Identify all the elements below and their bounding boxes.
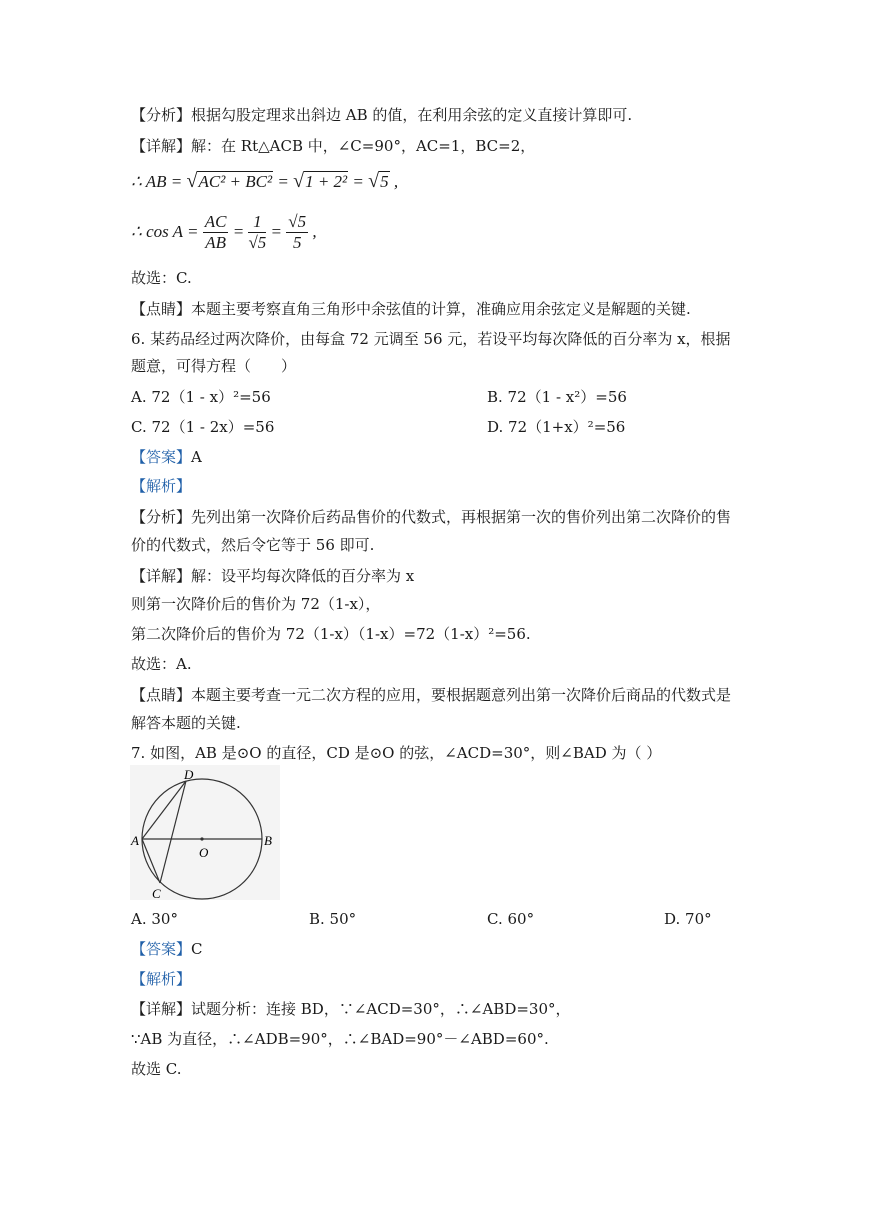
label-b: B bbox=[264, 833, 272, 848]
analysis-text: 根据勾股定理求出斜边 AB 的值，在利用余弦的定义直接计算即可. bbox=[191, 106, 633, 124]
q7-detail-line1 bbox=[131, 999, 571, 1019]
q6-analysis-line2: 价的代数式，然后令它等于 56 即可. bbox=[131, 536, 375, 554]
center-point bbox=[200, 837, 203, 840]
fraction-root5-5: $\frac{√5}{5}$ bbox=[288, 211, 307, 252]
q6-stem-line1: 6. 某药品经过两次降价，由每盒 72 元调至 56 元，若设平均每次降低的百分率为 x，根据 bbox=[131, 330, 731, 348]
detail-text: 解：设平均每次降低的百分率为 x bbox=[191, 567, 415, 585]
q7-option-d: D. 70° bbox=[664, 910, 712, 928]
comment-tag: 【点睛】 bbox=[131, 686, 192, 704]
answer-tag: 【答案】 bbox=[131, 940, 192, 958]
q6-choose: 故选：A. bbox=[131, 655, 192, 673]
comment-text: 本题主要考查一元二次方程的应用，要根据题意列出第一次降价后商品的代数式是 bbox=[191, 686, 732, 704]
eq1-prefix: ∴ AB = bbox=[131, 172, 187, 191]
detail-tag: 【详解】 bbox=[131, 137, 192, 155]
answer-value: A bbox=[191, 448, 202, 466]
comment-text: 本题主要考察直角三角形中余弦值的计算，准确应用余弦定义是解题的关键. bbox=[191, 300, 691, 318]
q7-stem: 7. 如图，AB 是⊙O 的直径，CD 是⊙O 的弦，∠ACD=30°，则∠BAD 为（ ） bbox=[131, 744, 662, 762]
fraction-ac-ab: $\frac{AC}{AB}$ bbox=[204, 211, 227, 252]
q5-detail bbox=[131, 136, 535, 156]
q5-analysis bbox=[131, 105, 632, 125]
q6-answer bbox=[131, 447, 202, 467]
eq1-radicand-2: 1 + 2² bbox=[305, 172, 348, 191]
detail-tag: 【详解】 bbox=[131, 567, 192, 585]
detail-text: 试题分析：连接 BD，∵∠ACD=30°，∴∠ABD=30°， bbox=[191, 1000, 571, 1018]
q5-equation-cos: ∴ cos A = $\frac{AC}{AB}$ = $\frac{1}{√5}$ = $\frac{√5}{5}$ , bbox=[131, 211, 317, 252]
answer-tag: 【答案】 bbox=[131, 448, 192, 466]
q6-option-d: D. 72（1+x）²=56 bbox=[487, 418, 626, 436]
q6-stem-line2: 题意，可得方程（ ） bbox=[131, 357, 297, 375]
circle-diagram bbox=[130, 765, 280, 900]
analysis-tag: 【分析】 bbox=[131, 508, 192, 526]
label-o: O bbox=[199, 845, 209, 860]
q7-option-a: A. 30° bbox=[131, 910, 178, 928]
q7-answer bbox=[131, 939, 203, 959]
eq1-radicand-3: 5 bbox=[380, 172, 389, 191]
label-a: A bbox=[131, 833, 139, 848]
eq1-radicand-1: AC² + BC² bbox=[198, 172, 273, 191]
q6-option-b: B. 72（1 - x²）=56 bbox=[487, 388, 627, 406]
q7-detail-line2: ∵AB 为直径，∴∠ADB=90°，∴∠BAD=90°－∠ABD=60°. bbox=[131, 1030, 549, 1048]
q6-detail-line2: 则第一次降价后的售价为 72（1-x）， bbox=[131, 595, 381, 613]
detail-tag: 【详解】 bbox=[131, 1000, 192, 1018]
q5-comment bbox=[131, 299, 691, 319]
comment-tag: 【点睛】 bbox=[131, 300, 192, 318]
detail-text: 解：在 Rt△ACB 中，∠C=90°，AC=1，BC=2， bbox=[191, 137, 536, 155]
q5-choose: 故选：C. bbox=[131, 269, 192, 287]
q6-comment-line1 bbox=[131, 685, 731, 705]
analysis-text: 先列出第一次降价后药品售价的代数式，再根据第一次的售价列出第二次降价的售 bbox=[191, 508, 732, 526]
q6-solution-tag: 【解析】 bbox=[131, 477, 192, 495]
q7-option-c: C. 60° bbox=[487, 910, 535, 928]
q6-analysis-line1 bbox=[131, 507, 731, 527]
q7-option-b: B. 50° bbox=[309, 910, 357, 928]
label-d: D bbox=[184, 767, 194, 782]
label-c: C bbox=[152, 886, 161, 900]
q6-option-c: C. 72（1 - 2x）=56 bbox=[131, 418, 275, 436]
q6-detail-line1 bbox=[131, 566, 414, 586]
q6-detail-line3: 第二次降价后的售价为 72（1-x）（1-x）=72（1-x）²=56. bbox=[131, 625, 531, 643]
answer-value: C bbox=[191, 940, 203, 958]
figure-background bbox=[130, 765, 280, 900]
analysis-tag: 【分析】 bbox=[131, 106, 192, 124]
eq2-prefix: ∴ cos A = bbox=[131, 222, 199, 242]
q6-option-a: A. 72（1 - x）²=56 bbox=[131, 388, 271, 406]
q7-choose: 故选 C. bbox=[131, 1060, 182, 1078]
q6-comment-line2: 解答本题的关键. bbox=[131, 714, 241, 732]
q7-solution-tag: 【解析】 bbox=[131, 970, 192, 988]
q5-equation-ab: ∴ AB = √AC² + BC² = √1 + 2² = √5 , bbox=[131, 170, 399, 192]
fraction-1-root5: $\frac{1}{√5}$ bbox=[248, 211, 267, 252]
